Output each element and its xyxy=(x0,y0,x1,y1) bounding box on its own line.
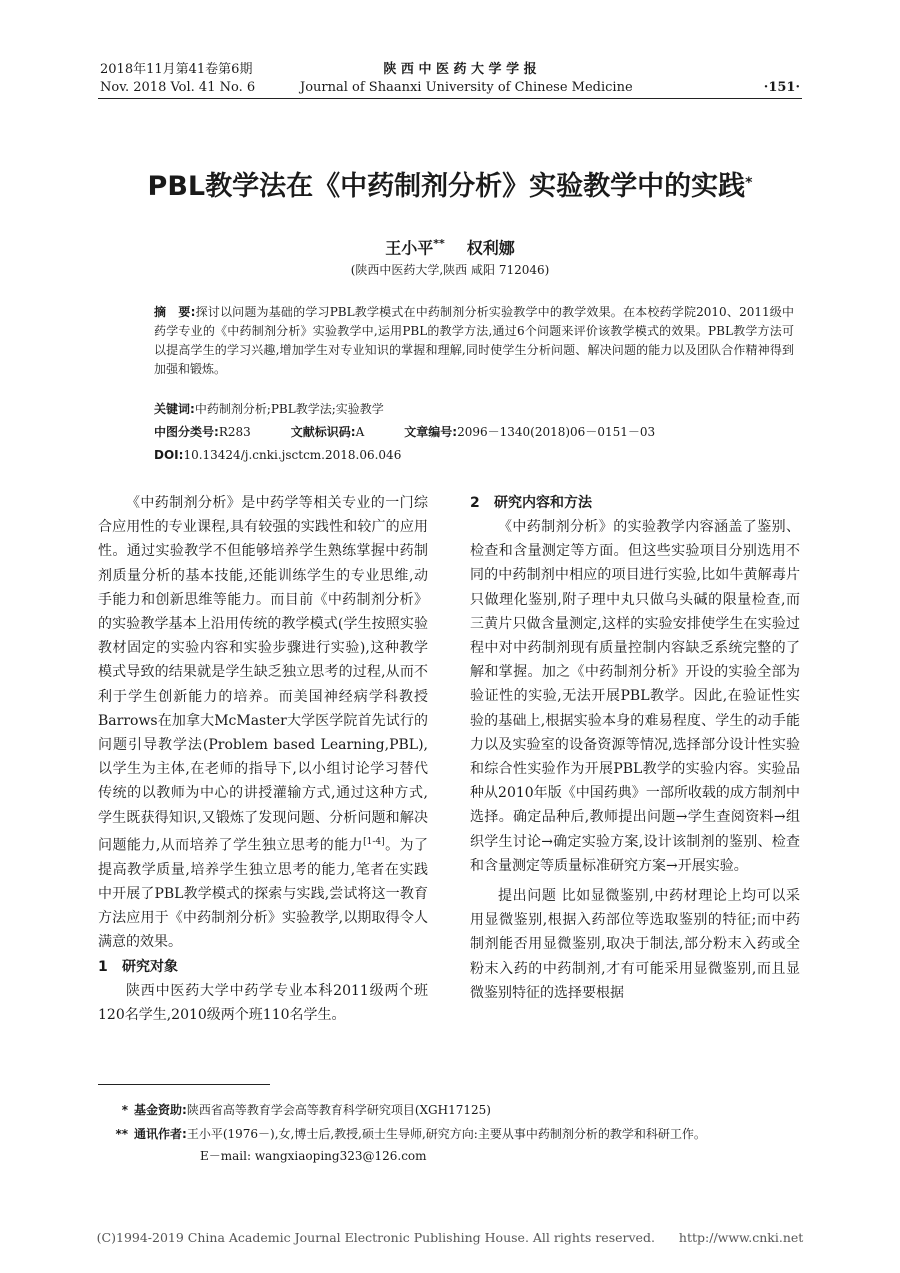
header-issue-en: Nov. 2018 Vol. 41 No. 6 xyxy=(100,80,256,95)
article-number: 2096－1340(2018)06－0151－03 xyxy=(457,425,656,439)
author-second: 权利娜 xyxy=(466,238,515,258)
author-list xyxy=(0,234,900,258)
section-2-paragraph-1: 《中药制剂分析》的实验教学内容涵盖了鉴别、检查和含量测定等方面。但这些实验项目分别选用不同的中药制剂中相应的项目进行实验,比如牛黄解毒片只做理化鉴别,附子理中丸只做乌头碱的限量检查,而三黄片只做含量测定,这样的实验安排使学生在实验过程中对中药制剂现有质量控制内容缺乏系统完整的了解和掌握。加之《中药制剂分析》开设的实验全部为验证性的实验,无法开展PBL教学。因此,在验证性实验的基础上,根据实验本身的难易程度、学生的动手能力以及实验室的设备资源等情况,选择部分设计性实验和综合性实验作为开展PBL教学的实验内容。实验品种从2010年版《中国药典》一部所收载的成方制剂中选择。确定品种后,教师提出问题→学生查阅资料→组织学生讨论→确定实验方案,设计该制剂的鉴别、检查和含量测定等质量标准研究方案→开展实验。 xyxy=(470,519,800,874)
clc-number: R283 xyxy=(218,425,251,439)
title-footnote-mark: * xyxy=(745,175,753,191)
header-rule xyxy=(98,98,802,99)
abstract-label: 摘 要: xyxy=(154,305,196,319)
footnote-corresponding-author: ** 通讯作者:王小平(1976－),女,博士后,教授,硕士生导师,研究方向:主要从事中药制剂分析的教学和科研工作。 xyxy=(115,1127,706,1141)
author-affiliation: (陕西中医药大学,陕西 咸阳 712046) xyxy=(350,263,550,277)
section-2-paragraph-2: 提出问题 比如显微鉴别,中药材理论上均可以采用显微鉴别,根据入药部位等选取鉴别的特征;而中药制剂能否用显微鉴别,取决于制法,部分粉末入药或全粉末入药的中药制剂,才有可能采用显微鉴别,而且显微鉴别特征的选择要根据 xyxy=(470,888,800,1001)
classification-line: 中图分类号:R283 文献标识码:A 文章编号:2096－1340(2018)06－0151－03 xyxy=(154,425,656,439)
abstract xyxy=(154,303,794,379)
keywords: 关键词:中药制剂分析;PBL教学法;实验教学 xyxy=(154,402,384,416)
footnote-email: E－mail: wangxiaoping323@126.com xyxy=(200,1149,427,1163)
left-column xyxy=(98,491,428,1027)
doi-line: DOI:10.13424/j.cnki.jsctcm.2018.06.046 xyxy=(154,448,402,462)
section-1-paragraph: 陕西中医药大学中药学专业本科2011级两个班120名学生,2010级两个班110名学生。 xyxy=(98,982,428,1023)
abstract-text: 探讨以问题为基础的学习PBL教学模式在中药制剂分析实验教学中的教学效果。在本校药学院2010、2011级中药学专业的《中药制剂分析》实验教学中,运用PBL的教学方法,通过6个问题来评价该教学模式的效果。PBL教学方法可以提高学生的学习兴趣,增加学生对专业知识的掌握和理解,同时使学生分析问题、解决问题的能力以及团队合作精神得到加强和锻炼。 xyxy=(154,305,794,376)
author-first: 王小平 xyxy=(385,238,434,258)
author-first-mark: ** xyxy=(433,237,445,250)
right-column xyxy=(470,491,800,1005)
doi-value: 10.13424/j.cnki.jsctcm.2018.06.046 xyxy=(183,448,402,462)
article-title: PBL教学法在《中药制剂分析》实验教学中的实践* xyxy=(147,171,753,202)
keywords-text: 中药制剂分析;PBL教学法;实验教学 xyxy=(194,402,384,416)
footnote-rule xyxy=(98,1084,270,1085)
copyright-url[interactable]: http://www.cnki.net xyxy=(678,1230,804,1245)
copyright-line: (C)1994-2019 China Academic Journal Electronic Publishing House. All rights reserved. http://www.cnki.net xyxy=(96,1230,804,1245)
header-page-number: ·151· xyxy=(763,80,800,95)
document-code: A xyxy=(355,425,365,439)
section-1-heading: 1 研究对象 xyxy=(98,958,178,975)
header-issue-cn: 2018年11月第41卷第6期 xyxy=(100,62,253,77)
intro-citation: [1-4] xyxy=(363,836,385,847)
footnote-funding: * 基金资助:陕西省高等教育学会高等教育科学研究项目(XGH17125) xyxy=(121,1103,491,1117)
header-journal-cn: 陕 西 中 医 药 大 学 学 报 xyxy=(383,62,537,77)
intro-paragraph: 《中药制剂分析》是中药学等相关专业的一门综合应用性的专业课程,具有较强的实践性和较广的应用性。通过实验教学不但能够培养学生熟练掌握中药制剂质量分析的基本技能,还能训练学生的专业思维,动手能力和创新思维等能力。而目前《中药制剂分析》的实验教学基本上沿用传统的教学模式(学生按照实验教材固定的实验内容和实验步骤进行实验),这种教学模式导致的结果就是学生缺乏独立思考的过程,从而不利于学生创新能力的培养。而美国神经病学科教授Barrows在加拿大McMaster大学医学院首先试行的问题引导教学法(Problem based Learning,PBL),以学生为主体,在老师的指导下,以小组讨论学习替代传统的以教师为中心的讲授灌输方式,通过这种方式,学生既获得知识,又锻炼了发现问题、分析问题和解决问题能力,从而培养了学生独立思考的能力[1-4]。为了提高教学质量,培养学生独立思考的能力,笔者在实践中开展了PBL教学模式的探索与实践,尝试将这一教育方法应用于《中药制剂分析》实验教学,以期取得令人满意的效果。 xyxy=(98,495,429,951)
header-journal-en: Journal of Shaanxi University of Chinese Medicine xyxy=(300,80,633,95)
section-2-heading: 2 研究内容和方法 xyxy=(470,495,592,511)
